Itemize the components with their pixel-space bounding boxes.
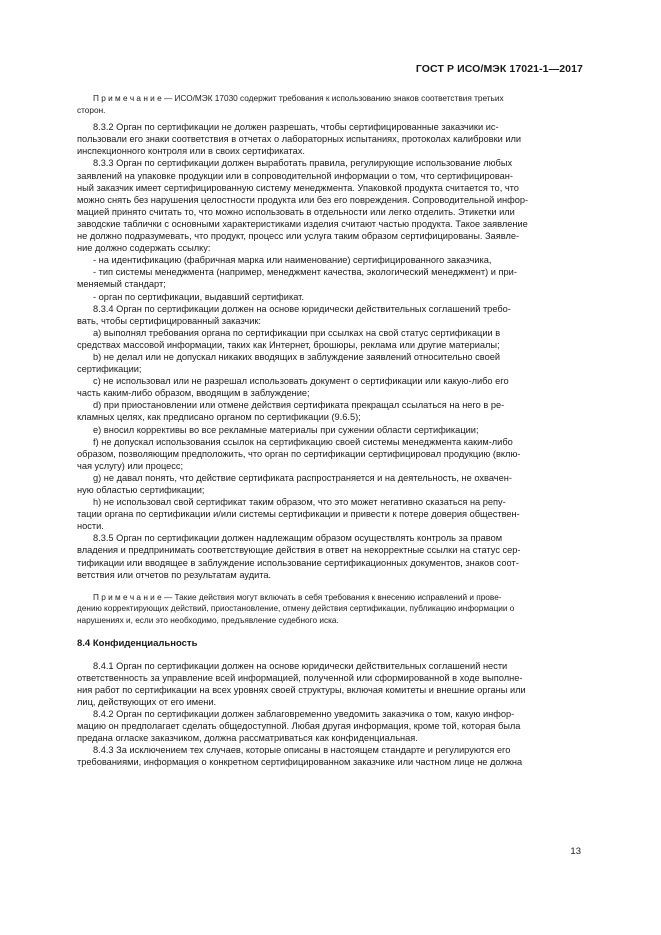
text-line: предана огласке заказчиком, должна рассматриваться как конфиденциальная. [77,733,418,744]
text-line: часть каким-либо образом, вводящим в заблуждение; [77,388,310,399]
text-line: заявлений на упаковке продукции или в сопроводительной информации о том, что сертифицирован- [77,170,513,181]
text-line: требованиями, информация о конкретном сертифицированном заказчике или частном лице не должна [77,757,523,768]
text-line: 8.3.2 Орган по сертификации не должен разрешать, чтобы сертифицированные заказчики ис- [93,122,499,133]
text-line: ответственность за управление всей информацией, полученной или сформированной в ходе выполне- [77,672,523,683]
note-2-line-2: дению корректирующих действий, приостановление, отмену действия сертификации, публикацию информации о [77,604,515,614]
text-line: меняемый стандарт; [77,279,166,290]
text-line: 8.3.4 Орган по сертификации должен на основе юридически действительных соглашений требо- [93,303,511,314]
note-1-line-2: сторон. [77,105,106,115]
text-line: ную областью сертификации; [77,485,205,495]
clause-8-4-1 [77,660,584,708]
text-line: ветствия или отчетов по результатам аудита. [77,569,272,580]
text-line: c) не использовал или не разрешал использовать документ о сертификации или какую-либо его [93,376,509,387]
note-2 [77,592,584,627]
clause-8-3-4 [77,303,584,533]
section-title-8-4: 8.4 Конфиденциальность [77,637,198,649]
text-line: пользовали его знаки соответствия в отчетах о лабораторных испытаниях, протоколах калибровки или [77,134,522,145]
text-line: инспекционного контроля или в своих сертификатах. [77,146,305,157]
text-line: лиц, действующих от его имени. [77,696,217,707]
clause-8-3-2 [77,121,584,157]
page-content [77,93,584,768]
text-line: g) не давал понять, что действие сертификата распространяется и на деятельность, не охвачен- [93,472,512,483]
note-1-line-1: П р и м е ч а н и е — ИСО/МЭК 17030 содержит требования к использованию знаков соответствия третьих [93,94,504,103]
text-line: 8.4.1 Орган по сертификации должен на основе юридически действительных соглашений нести [93,660,508,671]
text-line: чая услугу) или процесс; [77,460,184,471]
text-line: образом, позволяющим предположить, что орган по сертификации сертифицировал продукцию (вклю- [77,448,521,459]
text-line: тификации или вводящее в заблуждение использование сертификационных документов, знаков соот- [77,557,519,568]
text-line: ный заказчик имеет сертифицированную систему менеджмента. Упаковкой продукта считается то, что [77,182,519,193]
text-line: ния работ по сертификации на всех уровнях своей структуры, включая комитеты и внешние органы или [77,684,526,695]
text-line: владения и предпринимать соответствующие действия в ответ на некорректные ссылки на статус сер- [77,545,521,556]
page-number: 13 [570,846,581,857]
text-line: ности. [77,521,104,532]
text-line: мацию он предполагает сделать общедоступной. Любая другая информация, кроме той, которая была [77,721,521,731]
text-line: f) не допускал использования ссылок на сертификацию своей системы менеджмента каким-либо [93,436,513,447]
text-line: h) не использовал свой сертификат таким образом, что это может негативно сказаться на репу- [93,497,506,508]
text-line: 8.4.2 Орган по сертификации должен заблаговременно уведомить заказчика о том, какую инфор- [93,708,515,719]
text-line: a) выполнял требования органа по сертификации при ссылках на свой статус сертификации в [93,327,501,338]
text-line: заводские таблички с основными характеристиками изделия считают частью продукта. Такое заявление [77,218,528,229]
text-line: тации органа по сертификации и/или системы сертификации и привести к потере доверия обществен- [77,509,520,520]
note-2-line-3: нарушениях и, если это необходимо, предъявление судебного иска. [77,615,339,625]
note-2-line-1: П р и м е ч а н и е — Такие действия могут включать в себя требования к внесению исправлений и прове- [93,592,502,602]
text-line: - орган по сертификации, выдавший сертификат. [93,291,304,302]
clause-8-4-3 [77,744,584,768]
text-line: - тип системы менеджмента (например, менеджмент качества, экологический менеджмент) и при- [93,267,517,278]
text-line: вать, чтобы сертифицированный заказчик: [77,315,261,326]
standard-header: ГОСТ Р ИСО/МЭК 17021-1—2017 [415,63,583,75]
clause-8-3-5 [77,532,584,580]
text-line: b) не делал или не допускал никаких вводящих в заблуждение заявлений относительно своей [93,351,501,362]
text-line: - на идентификацию (фабричная марка или наименование) сертифицированного заказчика, [93,255,492,266]
text-line: кламных целях, как предписано органом по сертификации (9.6.5); [77,412,361,423]
note-label: П р и м е ч а н и е [93,94,162,103]
text-line: можно снять без нарушения целостности продукта или без его повреждения. Сопроводительной инфор- [77,194,529,205]
clause-8-3-3-list [77,254,584,302]
text-line: 8.3.5 Орган по сертификации должен надлежащим образом осуществлять контроль за правом [93,533,503,544]
clause-8-4-2 [77,708,584,744]
text-line: средствах массовой информации, таких как Интернет, брошюры, реклама или другие материалы; [77,339,500,350]
text-line: d) при приостановлении или отмене действия сертификата прекращал ссылаться на него в ре- [93,400,505,411]
clause-8-3-3 [77,157,584,254]
note-1 [77,93,584,116]
note-label: П р и м е ч а н и е [93,592,162,602]
text-line: ние должно содержать ссылку: [77,243,211,254]
text-line: 8.4.3 За исключением тех случаев, которые описаны в настоящем стандарте и регулируются его [93,745,511,756]
text-line: 8.3.3 Орган по сертификации должен выработать правила, регулирующие использование любых [93,158,513,169]
text-line: сертификации; [77,364,142,375]
text-line: мацией принято считать то, что можно использовать в отдельности или легко отделить. Этикетки или [77,206,515,217]
text-line: не должно подразумевать, что продукт, процесс или услуга таким образом сертифицированы. Заявле- [77,231,520,242]
text-line: e) вносил коррективы во все рекламные материалы при сужении области сертификации; [93,424,479,435]
